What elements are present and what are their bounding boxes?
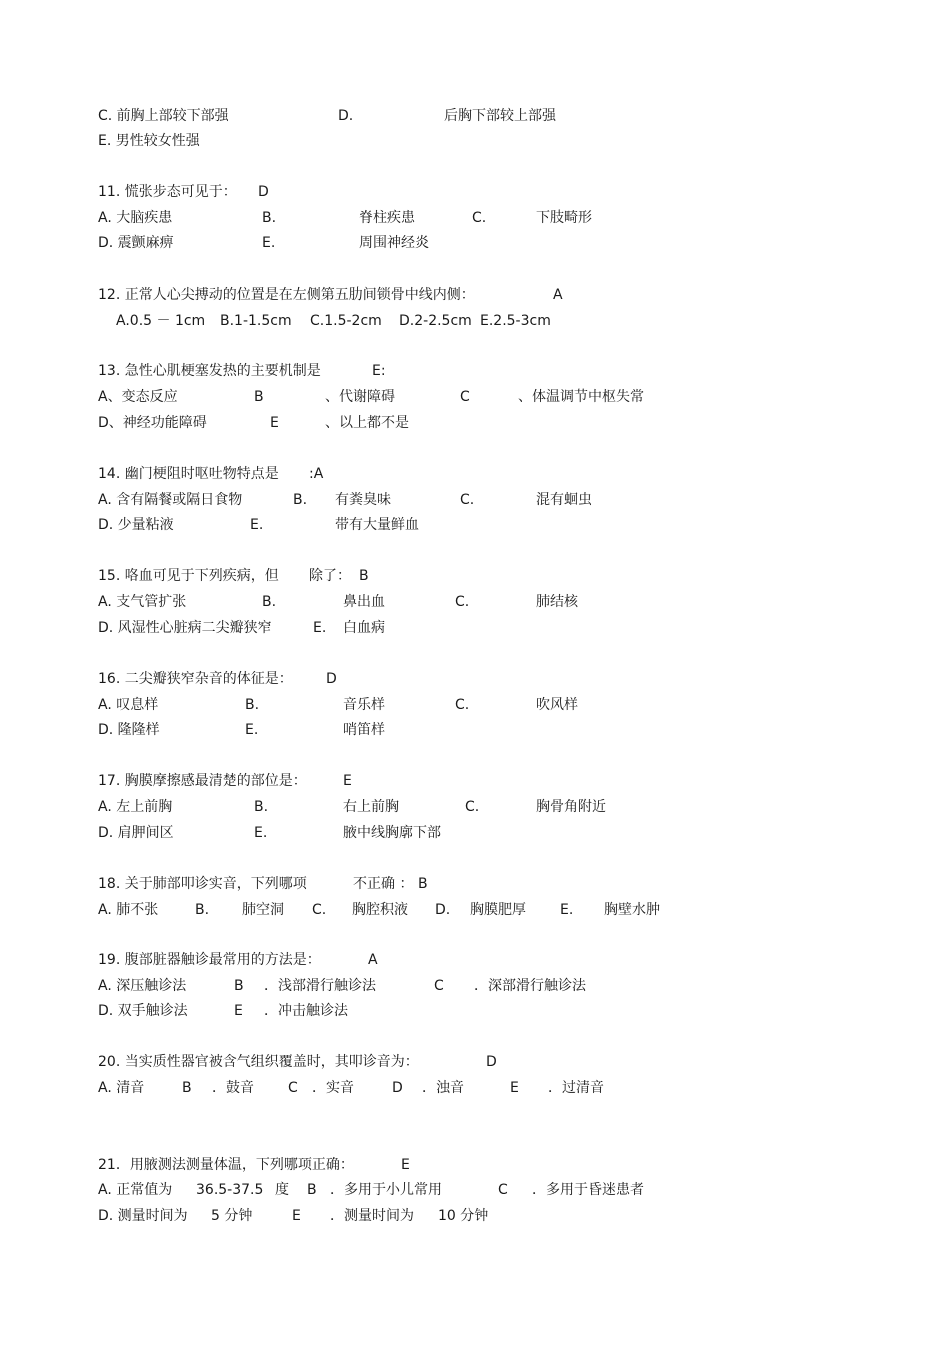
option-e-letter: E.	[560, 902, 574, 918]
option-b-text: 鼻出血	[343, 594, 385, 610]
option-b-text: ．多用于小儿常用	[330, 1182, 442, 1198]
question-11-options-row-1	[0, 207, 950, 229]
option-c: C. 前胸上部较下部强	[98, 108, 229, 124]
question-15-stem	[0, 565, 950, 587]
option-a: A. 深压触诊法	[98, 978, 187, 994]
answer-key: E	[401, 1157, 410, 1173]
option-c-letter: C.	[312, 902, 327, 918]
question-text: 16. 二尖瓣狭窄杂音的体征是：	[98, 671, 293, 687]
option-e-letter: E	[270, 415, 279, 431]
option-a: A. 大脑疾患	[98, 210, 173, 226]
question-text-tail: 除了：	[309, 568, 351, 584]
option-c-letter: C	[460, 389, 470, 405]
option-e-letter: E.	[313, 620, 327, 636]
question-12-stem	[0, 284, 950, 306]
option-b-text: 、代谢障碍	[325, 389, 395, 405]
option-d: D. 隆隆样	[98, 722, 160, 738]
question-13-options-row-1	[0, 386, 950, 408]
option-c-text: 、体温调节中枢失常	[518, 389, 644, 405]
option-e-text: 哨笛样	[343, 722, 385, 738]
option-b-letter: B.	[254, 799, 269, 815]
option-e-text: ．冲击触诊法	[264, 1003, 348, 1019]
question-text: 18. 关于肺部叩诊实音，下列哪项	[98, 876, 307, 892]
option-a-value: 36.5-37.5	[196, 1182, 264, 1198]
option-b: B.1-1.5cm	[220, 313, 292, 329]
question-text: 11. 慌张步态可见于：	[98, 184, 237, 200]
question-19-options-row-2	[0, 1000, 950, 1022]
option-b-text: 有粪臭味	[335, 492, 391, 508]
option-d-text: 后胸下部较上部强	[444, 108, 556, 124]
answer-key: :A	[309, 466, 324, 482]
question-19-stem	[0, 949, 950, 971]
option-d: D、神经功能障碍	[98, 415, 207, 431]
option-d: D. 肩胛间区	[98, 825, 174, 841]
option-c-text: ．实音	[312, 1080, 354, 1096]
option-c-letter: C	[288, 1080, 298, 1096]
answer-key: E	[343, 773, 352, 789]
option-e: E.2.5-3cm	[480, 313, 551, 329]
option-c-text: 混有蛔虫	[536, 492, 592, 508]
question-text: 13. 急性心肌梗塞发热的主要机制是	[98, 363, 321, 379]
option-d-letter: D	[392, 1080, 403, 1096]
question-16-options-row-1	[0, 694, 950, 716]
option-e-text: 胸壁水肿	[604, 902, 660, 918]
question-text-tail: 不正确 ：	[353, 876, 414, 892]
answer-key: A	[368, 952, 378, 968]
option-d: D.2-2.5cm	[399, 313, 472, 329]
question-12-options-row-1	[0, 310, 950, 332]
question-18-options-row-1	[0, 899, 950, 921]
option-e-letter: E	[234, 1003, 243, 1019]
option-b-text: 音乐样	[343, 697, 385, 713]
option-b-text: ．浅部滑行触诊法	[264, 978, 376, 994]
option-b-letter: B.	[262, 210, 277, 226]
answer-key: A	[553, 287, 563, 303]
question-17-options-row-1	[0, 796, 950, 818]
option-a: A、变态反应	[98, 389, 178, 405]
question-text: 19. 腹部脏器触诊最常用的方法是：	[98, 952, 321, 968]
answer-key: D	[326, 671, 337, 687]
question-18-stem	[0, 873, 950, 895]
option-a: A.0.5 － 1cm	[116, 313, 206, 329]
option-a: A. 左上前胸	[98, 799, 173, 815]
question-21-options-row-1	[0, 1179, 950, 1201]
option-b-text: 右上前胸	[343, 799, 399, 815]
answer-key: E:	[372, 363, 386, 379]
option-b-letter: B	[254, 389, 264, 405]
question-10-options-row-2	[0, 130, 950, 152]
question-15-options-row-2	[0, 617, 950, 639]
option-a: A. 正常值为	[98, 1182, 173, 1198]
question-14-options-row-1	[0, 489, 950, 511]
option-b-letter: B	[182, 1080, 192, 1096]
option-e-text: ．测量时间为	[330, 1208, 414, 1224]
question-21-options-row-2	[0, 1205, 950, 1227]
question-16-stem	[0, 668, 950, 690]
question-20-stem	[0, 1051, 950, 1073]
option-a: A. 肺不张	[98, 902, 159, 918]
option-e-letter: E	[292, 1208, 301, 1224]
option-e: E. 男性较女性强	[98, 133, 200, 149]
option-c-text: 胸腔积液	[352, 902, 408, 918]
option-c-text: 下肢畸形	[536, 210, 592, 226]
option-c-letter: C.	[460, 492, 475, 508]
option-d-value: 5 分钟	[211, 1208, 253, 1224]
option-c-text: 吹风样	[536, 697, 578, 713]
answer-key: D	[486, 1054, 497, 1070]
option-d-text: ．浊音	[422, 1080, 464, 1096]
option-c-letter: C.	[455, 594, 470, 610]
option-b-letter: B.	[195, 902, 210, 918]
option-c-letter: C.	[455, 697, 470, 713]
answer-key: B	[359, 568, 369, 584]
question-text: 14. 幽门梗阻时呕吐物特点是	[98, 466, 279, 482]
question-10-options-row-1	[0, 105, 950, 127]
question-16-options-row-2	[0, 719, 950, 741]
option-a: A. 叹息样	[98, 697, 159, 713]
question-13-options-row-2	[0, 412, 950, 434]
option-c-letter: C	[498, 1182, 508, 1198]
option-c-letter: C	[434, 978, 444, 994]
option-e-text: 腋中线胸廓下部	[343, 825, 441, 841]
question-text: 20. 当实质性器官被含气组织覆盖时，其叩诊音为：	[98, 1054, 419, 1070]
question-13-stem	[0, 360, 950, 382]
question-text: 21．用腋测法测量体温，下列哪项正确：	[98, 1157, 354, 1173]
option-e-value: 10 分钟	[438, 1208, 489, 1224]
question-21-stem	[0, 1154, 950, 1176]
question-14-options-row-2	[0, 514, 950, 536]
option-e-text: 周围神经炎	[359, 235, 429, 251]
option-c: C.1.5-2cm	[310, 313, 382, 329]
question-14-stem	[0, 463, 950, 485]
option-d-text: 胸膜肥厚	[470, 902, 526, 918]
option-b-text: 脊柱疾患	[359, 210, 415, 226]
option-e-text: 带有大量鲜血	[335, 517, 419, 533]
option-a: A. 清音	[98, 1080, 145, 1096]
question-11-options-row-2	[0, 232, 950, 254]
option-b-letter: B	[307, 1182, 317, 1198]
option-e-text: 白血病	[343, 620, 385, 636]
answer-key: B	[418, 876, 428, 892]
option-b-text: ．鼓音	[212, 1080, 254, 1096]
option-e-text: ．过清音	[548, 1080, 604, 1096]
option-e-letter: E.	[245, 722, 259, 738]
option-a: A. 含有隔餐或隔日食物	[98, 492, 243, 508]
option-e-text: 、以上都不是	[325, 415, 409, 431]
answer-key: D	[258, 184, 269, 200]
option-d: D. 震颤麻痹	[98, 235, 174, 251]
option-b-text: 肺空洞	[242, 902, 284, 918]
option-e-letter: E.	[250, 517, 264, 533]
option-b-letter: B.	[245, 697, 260, 713]
option-c-letter: C.	[472, 210, 487, 226]
option-d: D. 风湿性心脏病二尖瓣狭窄	[98, 620, 272, 636]
question-19-options-row-1	[0, 975, 950, 997]
question-17-options-row-2	[0, 822, 950, 844]
question-15-options-row-1	[0, 591, 950, 613]
question-20-options-row-1	[0, 1077, 950, 1099]
option-e-letter: E.	[254, 825, 268, 841]
question-text: 15. 咯血可见于下列疾病，但	[98, 568, 279, 584]
option-d-letter: D.	[435, 902, 451, 918]
option-a: A. 支气管扩张	[98, 594, 187, 610]
option-a-unit: 度	[275, 1182, 289, 1198]
question-17-stem	[0, 770, 950, 792]
option-e-letter: E	[510, 1080, 519, 1096]
question-11-stem	[0, 181, 950, 203]
option-e-letter: E.	[262, 235, 276, 251]
question-text: 17. 胸膜摩擦感最清楚的部位是：	[98, 773, 307, 789]
option-b-letter: B.	[262, 594, 277, 610]
option-c-text: ．深部滑行触诊法	[474, 978, 586, 994]
option-c-letter: C.	[465, 799, 480, 815]
question-text: 12. 正常人心尖搏动的位置是在左侧第五肋间锁骨中线内侧：	[98, 287, 475, 303]
option-d: D. 双手触诊法	[98, 1003, 188, 1019]
option-d: D. 少量粘液	[98, 517, 174, 533]
option-c-text: ．多用于昏迷患者	[532, 1182, 644, 1198]
option-d-letter: D.	[338, 108, 354, 124]
option-b-letter: B	[234, 978, 244, 994]
option-c-text: 胸骨角附近	[536, 799, 606, 815]
option-b-letter: B.	[293, 492, 308, 508]
option-d: D. 测量时间为	[98, 1208, 188, 1224]
option-c-text: 肺结核	[536, 594, 578, 610]
